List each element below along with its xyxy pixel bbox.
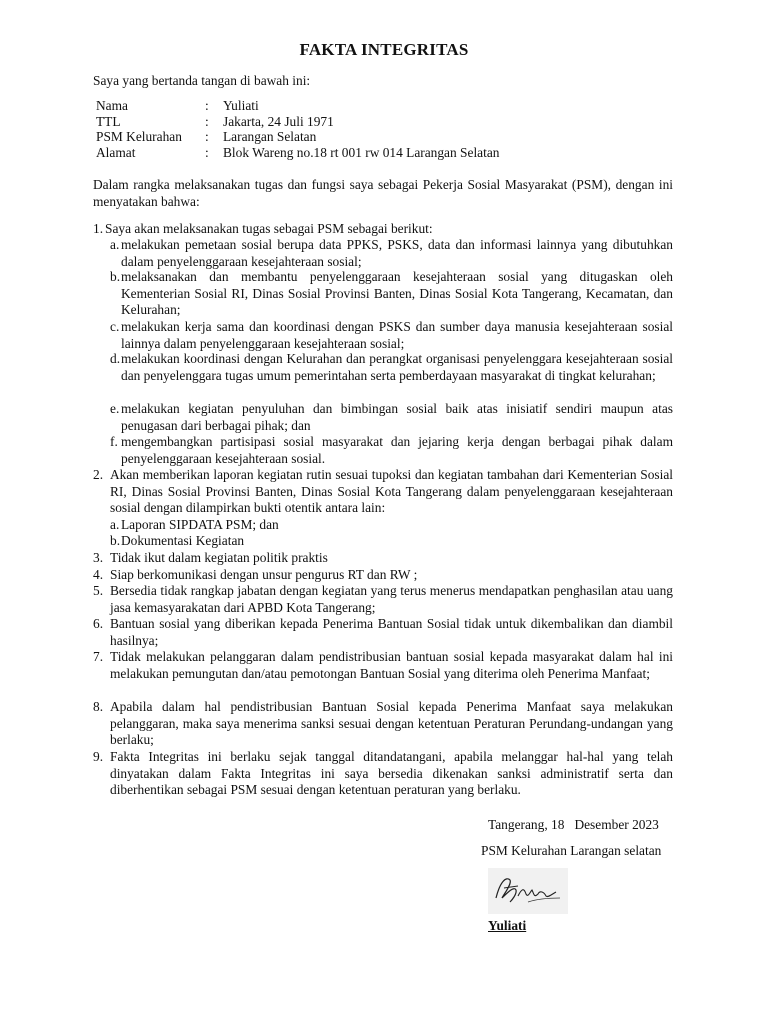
identity-value: Larangan Selatan	[223, 129, 317, 144]
identity-key: PSM Kelurahan	[96, 129, 182, 144]
item-number: 9.	[93, 749, 104, 764]
item-number: 4.	[93, 567, 104, 582]
identity-key: Nama	[96, 98, 128, 113]
identity-value: Yuliati	[223, 98, 259, 113]
identity-separator: :	[205, 129, 209, 144]
signature-image	[488, 868, 568, 914]
subitem-letter: c.	[110, 319, 120, 334]
identity-separator: :	[205, 113, 209, 129]
item-text: Siap berkomunikasi dengan unsur pengurus RT dan RW ;	[110, 567, 418, 582]
item-text: Apabila dalam hal pendistribusian Bantuan Sosial kepada Penerima Manfaat saya melakukan pelanggaran, maka saya menerima sanksi sesuai dengan ketentuan Peraturan Perundang-undangan yang berlaku;	[110, 699, 673, 747]
identity-value: Blok Wareng no.18 rt 001 rw 014 Larangan Selatan	[223, 144, 500, 160]
item-text: Tidak melakukan pelanggaran dalam pendistribusian bantuan sosial kepada masyarakat dalam hal ini melakukan pemungutan dan/atau pemotongan Bantuan Sosial yang diterima oleh Penerima Manfaat;	[110, 649, 673, 681]
statement-paragraph: Dalam rangka melaksanakan tugas dan fungsi saya sebagai Pekerja Sosial Masyarakat (PSM), dengan ini menyatakan bahwa:	[93, 177, 673, 209]
item-number: 3.	[93, 550, 104, 565]
item-text: Akan memberikan laporan kegiatan rutin sesuai tupoksi dan kegiatan tambahan dari Kementerian Sosial RI, Dinas Sosial Provinsi Banten, Dinas Sosial Kota Tangerang dalam penyelenggaraan kesejahteraan sosial dengan dilampirkan bukti otentik antara lain:	[110, 467, 673, 515]
identity-row-ttl	[96, 114, 499, 130]
subitem-text: melakukan kegiatan penyuluhan dan bimbingan sosial baik atas inisiatif sendiri maupun atas penugasan dari berbagai pihak; dan	[121, 401, 673, 433]
subitem-letter: e.	[110, 401, 120, 416]
item-number: 6.	[93, 616, 104, 631]
item-text: Tidak ikut dalam kegiatan politik praktis	[110, 550, 328, 565]
subitem-text: melakukan koordinasi dengan Kelurahan dan perangkat organisasi penyelenggara kesejahteraan sosial dan penyelenggara tugas umum pemerintahan serta pemberdayaan masyarakat di tingkat kelurahan;	[121, 351, 673, 383]
subitem-text: mengembangkan partisipasi sosial masyarakat dan jejaring kerja dengan berbagai pihak dalam penyelenggaraan kesejahteraan sosial.	[121, 434, 673, 466]
subitem-text: Dokumentasi Kegiatan	[121, 533, 245, 548]
signer-name	[488, 918, 540, 935]
signer-role: PSM Kelurahan Larangan selatan	[481, 843, 662, 858]
signer-name-text: Yuliati	[488, 918, 527, 933]
subitem-letter: a.	[110, 237, 120, 252]
subitem-letter: f.	[110, 434, 118, 449]
subitem-text: melakukan kerja sama dan koordinasi dengan PSKS dan sumber daya manusia kesejahteraan sosial lainnya dalam penyelenggaraan kesejahteraan sosial;	[121, 319, 673, 351]
item-number: 5.	[93, 583, 104, 598]
item-text: Saya akan melaksanakan tugas sebagai PSM sebagai berikut:	[105, 221, 433, 236]
identity-key: Alamat	[96, 144, 136, 160]
identity-value: Jakarta, 24 Juli 1971	[223, 113, 334, 129]
item-number: 2.	[93, 467, 104, 482]
identity-row-alamat	[96, 145, 499, 161]
subitem-letter: b.	[110, 269, 121, 284]
identity-row-kelurahan	[96, 129, 499, 145]
identity-separator: :	[205, 144, 209, 160]
place-date: Tangerang, 18 Desember 2023	[488, 817, 659, 832]
subitem-letter: a.	[110, 517, 120, 532]
subitem-text: Laporan SIPDATA PSM; dan	[121, 517, 279, 532]
identity-key: TTL	[96, 113, 121, 129]
intro-text: Saya yang bertanda tangan di bawah ini:	[93, 73, 311, 88]
item-number: 1.	[93, 221, 104, 236]
document-title: FAKTA INTEGRITAS	[299, 40, 469, 59]
item-number: 8.	[93, 699, 104, 714]
subitem-letter: d.	[110, 351, 121, 366]
identity-separator: :	[205, 98, 209, 113]
subitem-letter: b.	[110, 533, 121, 548]
subitem-text: melakukan pemetaan sosial berupa data PPKS, PSKS, data dan informasi lainnya yang dibutuhkan dalam penyelenggaraan kesejahteraan sosial;	[121, 237, 673, 269]
identity-row-name	[96, 98, 499, 114]
item-text: Bantuan sosial yang diberikan kepada Penerima Bantuan Sosial tidak untuk dikembalikan dan diambil hasilnya;	[110, 616, 673, 648]
identity-table	[96, 98, 499, 160]
item-number: 7.	[93, 649, 104, 664]
item-text: Fakta Integritas ini berlaku sejak tanggal ditandatangani, apabila melanggar hal-hal yang telah dinyatakan dalam Fakta Integritas ini saya bersedia dikenakan sanksi administratif serta dan diberhentikan sebagai PSM sesuai dengan ketentuan peraturan yang berlaku.	[110, 749, 673, 797]
subitem-text: melaksanakan dan membantu penyelenggaraan kesejahteraan sosial yang ditugaskan oleh Kementerian Sosial RI, Dinas Sosial Provinsi Banten, Dinas Sosial Kota Tangerang, Kecamatan, dan Kelurahan;	[121, 269, 673, 317]
item-text: Bersedia tidak rangkap jabatan dengan kegiatan yang terus menerus mendapatkan penghasilan atau uang jasa kemasyarakatan dari APBD Kota Tangerang;	[110, 583, 673, 615]
